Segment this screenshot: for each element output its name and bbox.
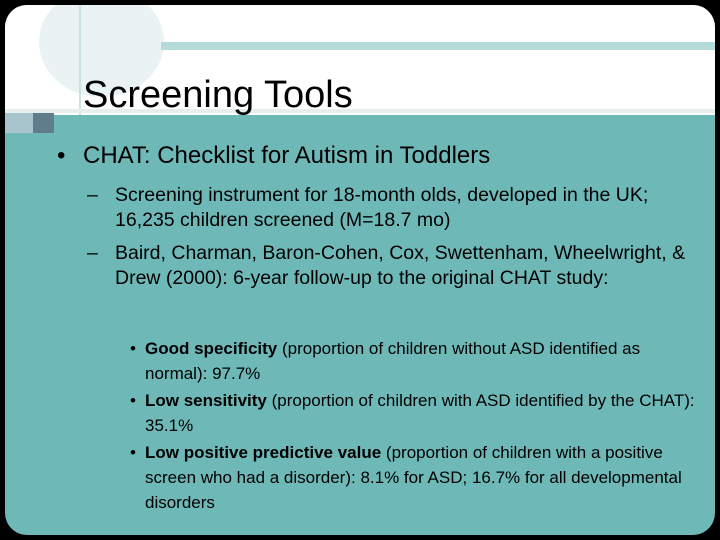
- finding-item: [127, 388, 697, 438]
- sub-bullet: [87, 183, 687, 233]
- decorative-square-dark: [33, 113, 54, 133]
- finding-item: [127, 440, 697, 515]
- dash-icon: –: [87, 184, 98, 206]
- finding-term: Low sensitivity: [145, 391, 267, 410]
- decorative-vertical-line: [79, 5, 81, 115]
- sub-bullet-text: Screening instrument for 18-month olds, developed in the UK; 16,235 children screened (M=18.7 mo): [115, 184, 649, 231]
- slide: [5, 5, 715, 535]
- finding-detail: (proportion of children with a positive screen who had a disorder): 8.1% for ASD; 16.7% for all developmental disorders: [145, 443, 682, 512]
- bullet-icon: •: [130, 443, 136, 462]
- finding-detail: (proportion of children without ASD identified as normal): 97.7%: [145, 339, 641, 383]
- dash-icon: –: [87, 242, 98, 264]
- finding-detail: (proportion of children with ASD identified by the CHAT): 35.1%: [145, 391, 695, 435]
- bullet-icon: •: [130, 339, 136, 358]
- bullet-icon: •: [57, 142, 66, 169]
- finding-text: [145, 440, 697, 515]
- decorative-top-strip: [161, 42, 715, 50]
- decorative-square-light: [5, 113, 33, 133]
- finding-term: Good specificity: [145, 339, 278, 358]
- finding-text: [145, 336, 697, 386]
- bullet-icon: •: [130, 391, 136, 410]
- sub-bullet: [87, 241, 687, 291]
- main-bullet-text: CHAT: Checklist for Autism in Toddlers: [83, 142, 491, 169]
- finding-term: Low positive predictive value: [145, 443, 382, 462]
- slide-title: Screening Tools: [83, 74, 353, 116]
- finding-text: [145, 388, 697, 438]
- sub-bullet-text: Baird, Charman, Baron-Cohen, Cox, Swettenham, Wheelwright, & Drew (2000): 6-year follow-up to the original CHAT study:: [115, 242, 686, 289]
- finding-item: [127, 336, 697, 386]
